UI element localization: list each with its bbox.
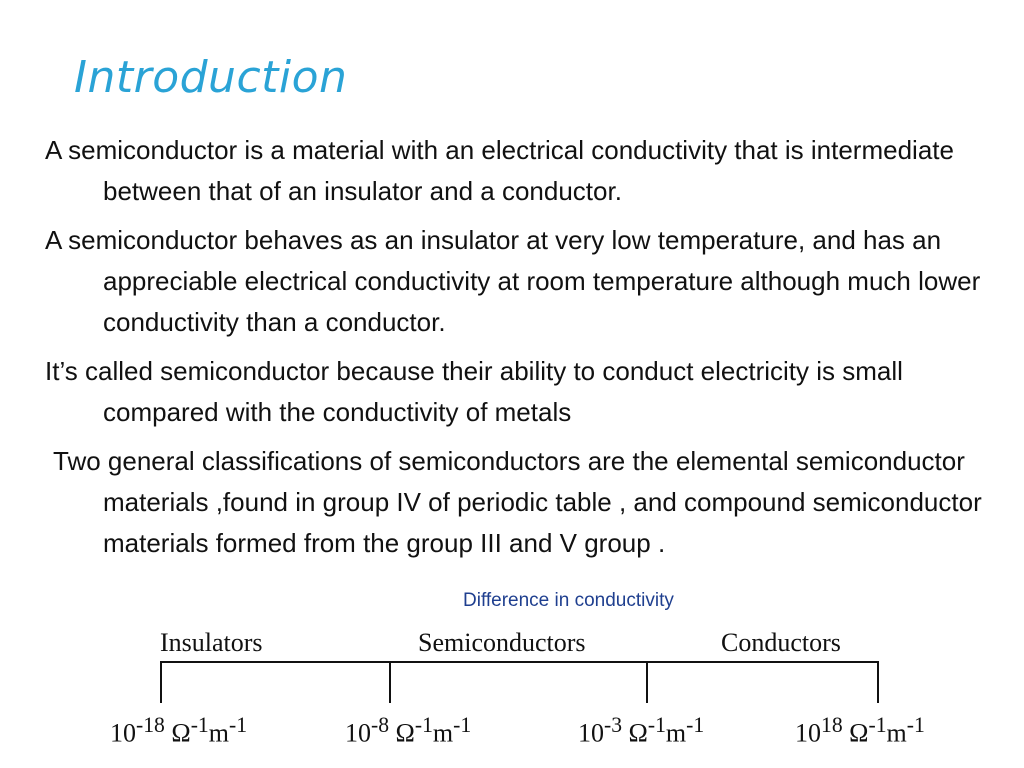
value-unit2: m [886, 718, 907, 748]
value-unit2: m [432, 718, 454, 748]
value-unit2-exponent: -1 [686, 713, 705, 737]
paragraph-naming: It’s called semiconductor because their ability to conduct electricity is small compared with the conductivity of metals [45, 356, 903, 427]
paragraph-classifications: Two general classifications of semiconductors are the elemental semiconductor materials ,found in group IV of periodic table , and compound semiconductor materials formed from the group III and V group . [53, 446, 982, 558]
value-unit: Ω [628, 718, 648, 748]
value-unit2-exponent: -1 [453, 713, 472, 737]
slide-body [45, 130, 995, 572]
value-insulator-limit [110, 713, 247, 749]
value-unit-exponent: -1 [647, 713, 666, 737]
slide-title: Introduction [74, 52, 348, 103]
value-unit2-exponent: -1 [228, 713, 248, 737]
value-base: 10 [110, 718, 136, 748]
value-base: 10 [345, 718, 371, 748]
value-semiconductor-lower [345, 713, 471, 749]
category-insulators: Insulators [160, 628, 263, 657]
value-conductor-limit [795, 713, 925, 749]
value-semiconductor-upper [578, 713, 704, 749]
conductivity-scale [100, 625, 960, 755]
paragraph-definition: A semiconductor is a material with an electrical conductivity that is intermediate between that of an insulator and a conductor. [45, 135, 954, 206]
value-exponent: -18 [136, 713, 165, 737]
value-unit2: m [208, 718, 229, 748]
category-semiconductors: Semiconductors [418, 628, 586, 657]
value-base: 10 [578, 718, 604, 748]
value-unit2: m [665, 718, 687, 748]
value-unit-exponent: -1 [868, 713, 887, 737]
value-exponent: -8 [371, 713, 390, 737]
value-unit: Ω [171, 718, 191, 748]
value-unit2-exponent: -1 [906, 713, 925, 737]
value-unit-exponent: -1 [414, 713, 433, 737]
scale-baseline [160, 661, 879, 663]
value-exponent: -3 [604, 713, 623, 737]
value-unit-exponent: -1 [190, 713, 209, 737]
value-exponent: 18 [821, 713, 843, 737]
category-conductors: Conductors [721, 628, 841, 657]
value-base: 10 [795, 718, 821, 748]
scale-tick [646, 663, 648, 703]
value-unit: Ω [395, 718, 415, 748]
figure-caption: Difference in conductivity [463, 590, 674, 611]
scale-tick [160, 663, 162, 703]
paragraph-behavior: A semiconductor behaves as an insulator at very low temperature, and has an appreciable electrical conductivity at room temperature although much lower conductivity than a conductor. [45, 225, 981, 337]
value-unit: Ω [849, 718, 869, 748]
scale-tick [389, 663, 391, 703]
scale-tick [877, 663, 879, 703]
